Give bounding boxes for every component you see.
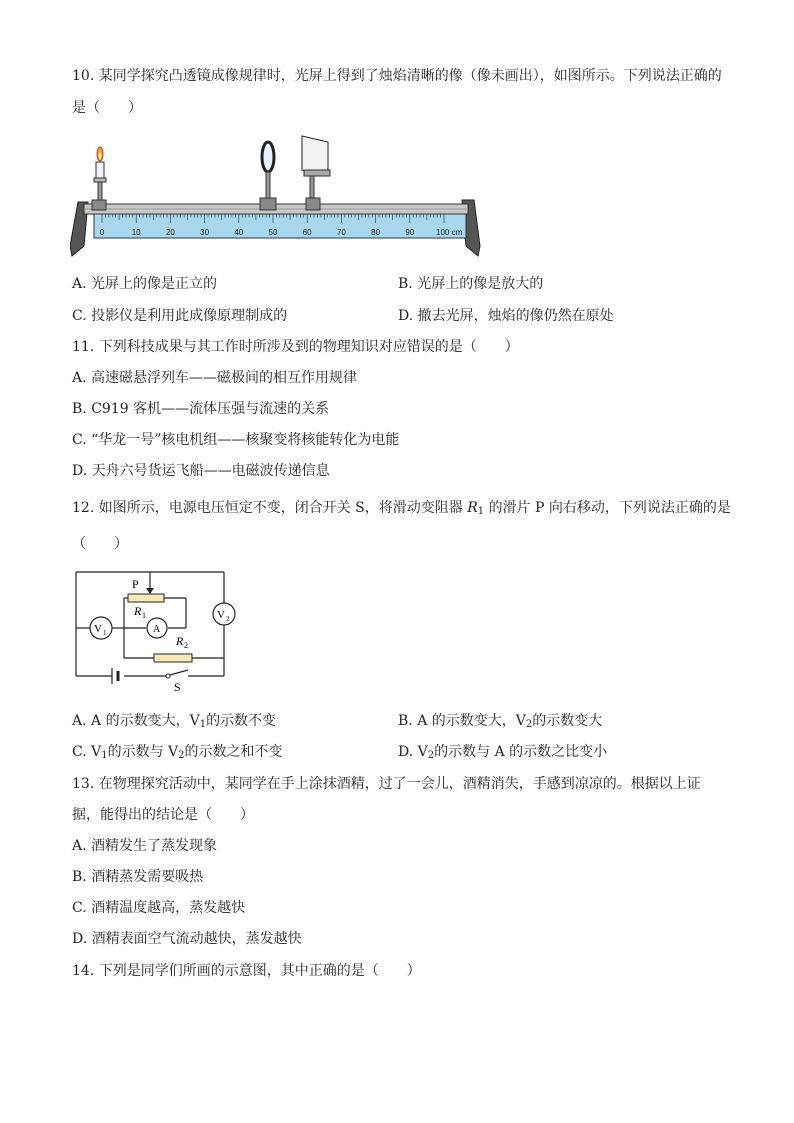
scale-tick-label: 10: [131, 228, 141, 237]
q13-option-b[interactable]: B. 酒精蒸发需要吸热: [72, 869, 204, 885]
v2-label: V: [217, 609, 225, 621]
optical-bench-figure: [70, 134, 490, 262]
q11-option-d[interactable]: D. 天舟六号货运飞船——电磁波传递信息: [72, 463, 330, 479]
scale-tick-label: 0: [99, 228, 105, 237]
q12-option-a[interactable]: A. A 的示数变大，$V_1$的示数不变: [72, 713, 277, 730]
candle: [92, 147, 106, 210]
r2-sub-label: 2: [184, 641, 188, 650]
q13-stem-line2: 据，能得出的结论是（ ）: [72, 807, 254, 823]
convex-lens: [260, 142, 276, 210]
ammeter-label: A: [153, 624, 161, 635]
scale-tick-label: 40: [234, 228, 244, 237]
q11-option-b[interactable]: B. C919 客机——流体压强与流速的关系: [72, 401, 330, 417]
q13-option-c[interactable]: C. 酒精温度越高，蒸发越快: [72, 900, 246, 916]
q12-option-c[interactable]: C. $V_1$的示数与 $V_2$的示数之和不变: [72, 744, 283, 761]
q12-option-b[interactable]: B. A 的示数变大，$V_2$的示数变大: [398, 713, 603, 730]
q12-stem-line2: （ ）: [72, 536, 128, 552]
q12-stem-line1: 12. 如图所示，电源电压恒定不变，闭合开关 S，将滑动变阻器 $R_1$ 的滑片 P 向右移动，下列说法正确的是: [72, 500, 731, 517]
q13-stem-line1: 13. 在物理探究活动中，某同学在手上涂抹酒精，过了一会儿，酒精消失，手感到凉凉的。根据以上证: [72, 776, 701, 792]
q10-option-d[interactable]: D. 撤去光屏，烛焰的像仍然在原处: [398, 308, 614, 324]
r1-sub-label: 1: [142, 611, 146, 620]
circuit-diagram: [70, 568, 236, 694]
scale-tick-label: 50: [268, 228, 278, 237]
q11-option-c[interactable]: C. “华龙一号”核电机组——核聚变将核能转化为电能: [72, 432, 400, 448]
q12-option-d[interactable]: D. $V_2$的示数与 A 的示数之比变小: [398, 744, 608, 761]
q14-stem: 14. 下列是同学们所画的示意图，其中正确的是（ ）: [72, 963, 421, 979]
q10-stem-line1: 10. 某同学探究凸透镜成像规律时，光屏上得到了烛焰清晰的像（像未画出），如图所示。下列说法正确的: [72, 68, 722, 84]
q13-option-a[interactable]: A. 酒精发生了蒸发现象: [72, 838, 218, 854]
r2-label: R: [176, 634, 184, 648]
slider-p-label: P: [132, 577, 139, 591]
q10-option-a[interactable]: A. 光屏上的像是正立的: [72, 276, 218, 292]
scale-tick-label: 80: [371, 228, 381, 237]
q11-stem: 11. 下列科技成果与其工作时所涉及到的物理知识对应错误的是（ ）: [72, 339, 519, 355]
scale-tick-label: 20: [165, 228, 175, 237]
v2-sub-label: 2: [226, 615, 230, 623]
light-screen: [302, 136, 330, 210]
r1-label: R: [134, 604, 142, 618]
q10-option-c[interactable]: C. 投影仪是利用此成像原理制成的: [72, 308, 288, 324]
q10-stem-line2: 是（ ）: [72, 100, 142, 116]
q10-option-b[interactable]: B. 光屏上的像是放大的: [398, 276, 544, 292]
q11-option-a[interactable]: A. 高速磁悬浮列车——磁极间的相互作用规律: [72, 370, 358, 386]
v1-sub-label: 1: [103, 629, 107, 637]
q13-option-d[interactable]: D. 酒精表面空气流动越快，蒸发越快: [72, 931, 302, 947]
scale-tick-label: 100 cm: [436, 228, 463, 237]
scale-tick-label: 30: [200, 228, 210, 237]
scale-tick-label: 90: [405, 228, 415, 237]
scale-tick-label: 60: [302, 228, 312, 237]
v1-label: V: [94, 623, 102, 635]
switch-s-label: S: [174, 680, 181, 694]
scale-tick-label: 70: [336, 228, 346, 237]
